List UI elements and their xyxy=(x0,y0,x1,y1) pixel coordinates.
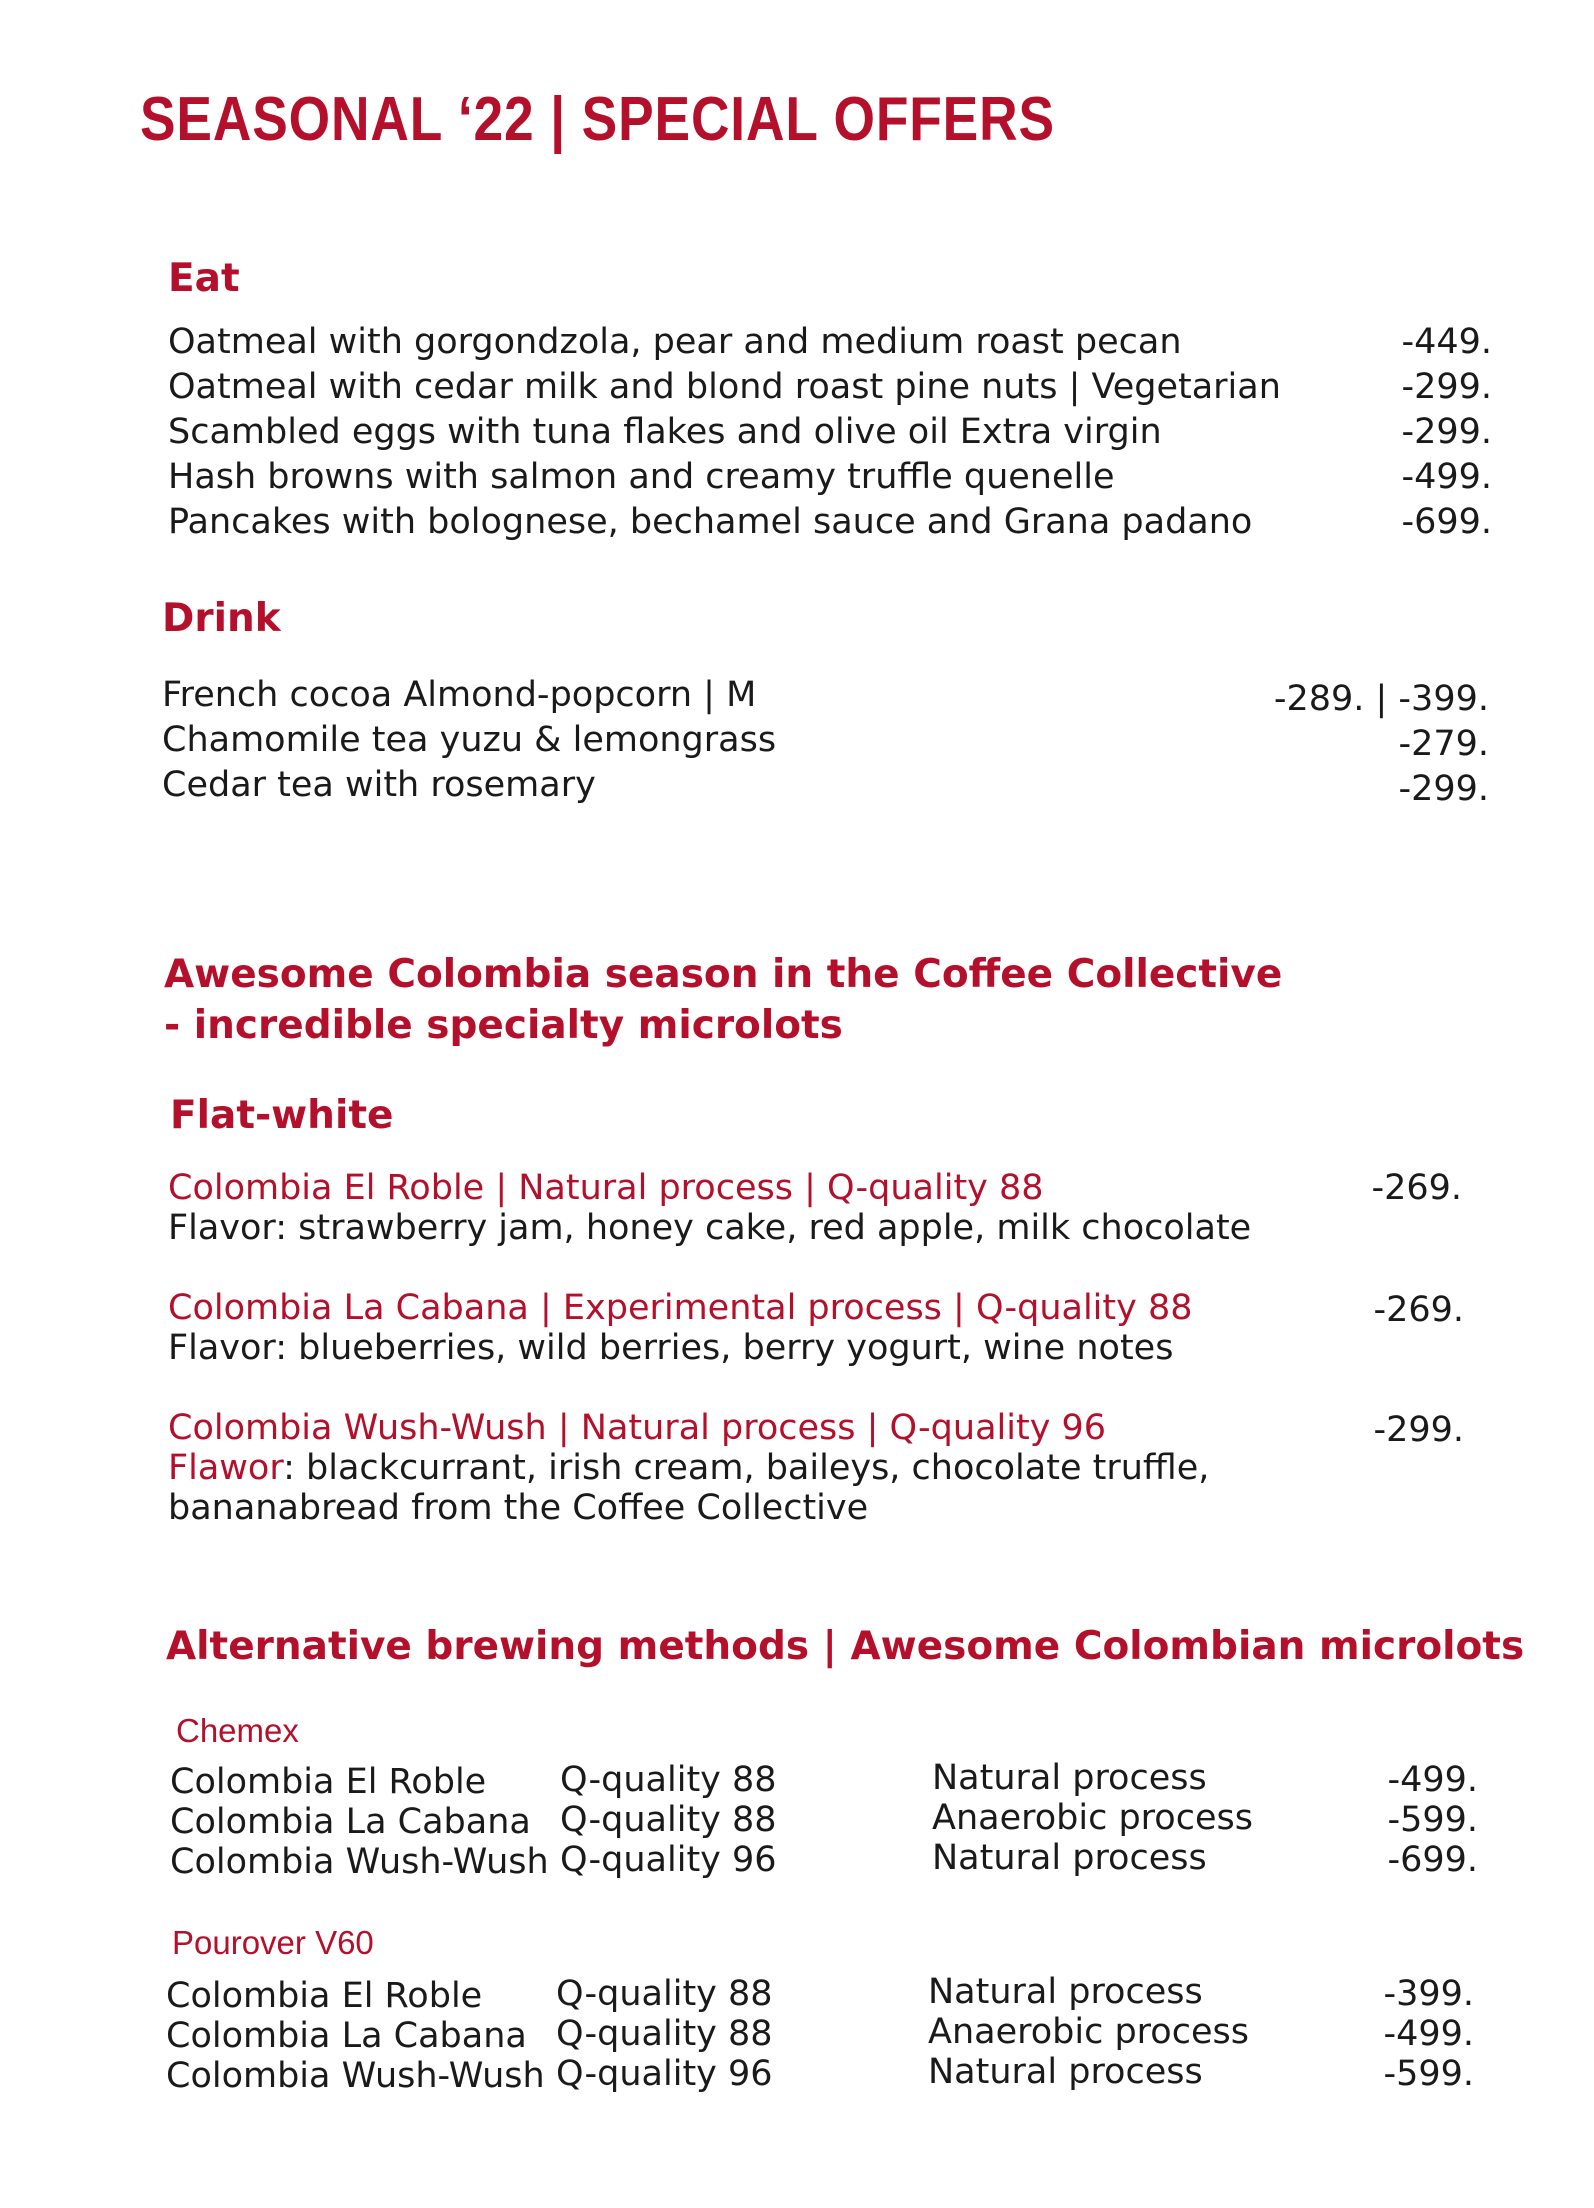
flavor-text: : blackcurrant, irish cream, baileys, chocolate truffle, xyxy=(283,1448,1210,1488)
pourover-row-quality: Q-quality 88 xyxy=(556,2014,773,2054)
drink-prices xyxy=(1274,677,1489,812)
chemex-row-name: Colombia Wush-Wush xyxy=(170,1842,549,1882)
eat-item-name: Hash browns with salmon and creamy truffle quenelle xyxy=(168,457,1115,497)
chemex-row-quality: Q-quality 88 xyxy=(560,1760,777,1800)
pourover-row-price: -499. xyxy=(1383,2014,1474,2054)
eat-prices xyxy=(1401,320,1492,545)
pourover-row-process: Anaerobic process xyxy=(928,2012,1249,2052)
eat-item-name: Oatmeal with cedar milk and blond roast pine nuts | Vegetarian xyxy=(168,367,1281,407)
flat-white-item-flavor: Flavor: blueberries, wild berries, berry yogurt, wine notes xyxy=(168,1328,1174,1368)
eat-item-price: -299. xyxy=(1401,367,1492,407)
flat-white-item-flavor-line2: bananabread from the Coffee Collective xyxy=(168,1488,869,1528)
eat-heading: Eat xyxy=(168,256,240,301)
chemex-row-quality: Q-quality 96 xyxy=(560,1840,777,1880)
chemex-row-process: Anaerobic process xyxy=(932,1798,1253,1838)
flat-white-item-name: Colombia Wush-Wush | Natural process | Q-quality 96 xyxy=(168,1408,1107,1448)
pourover-row-name: Colombia La Cabana xyxy=(166,2016,527,2056)
colombia-heading-line1: Awesome Colombia season in the Coffee Collective xyxy=(164,952,1283,997)
drink-item-name: Cedar tea with rosemary xyxy=(162,765,596,805)
eat-item-price: -499. xyxy=(1401,457,1492,497)
drink-item-name: French cocoa Almond-popcorn | M xyxy=(162,675,757,715)
flat-white-item-name: Colombia La Cabana | Experimental process | Q-quality 88 xyxy=(168,1288,1193,1328)
chemex-row-quality: Q-quality 88 xyxy=(560,1800,777,1840)
chemex-row-price: -499. xyxy=(1387,1760,1478,1800)
drink-item-price: -279. xyxy=(1398,724,1489,764)
pourover-row-price: -399. xyxy=(1383,1974,1474,2014)
pourover-row-quality: Q-quality 88 xyxy=(556,1974,773,2014)
page-title: SEASONAL ‘22 | SPECIAL OFFERS xyxy=(140,85,1055,154)
drink-heading: Drink xyxy=(162,596,281,641)
pourover-row-quality: Q-quality 96 xyxy=(556,2054,773,2094)
colombia-heading-line2: - incredible specialty microlots xyxy=(164,1003,843,1048)
chemex-row-process: Natural process xyxy=(932,1758,1207,1798)
eat-list xyxy=(168,320,1281,545)
pourover-row-process: Natural process xyxy=(928,1972,1203,2012)
pourover-heading: Pourover V60 xyxy=(172,1924,374,1961)
chemex-row-name: Colombia La Cabana xyxy=(170,1802,531,1842)
flat-white-item-price: -269. xyxy=(1371,1168,1462,1208)
pourover-row-process: Natural process xyxy=(928,2052,1203,2092)
pourover-row-price: -599. xyxy=(1383,2054,1474,2094)
eat-item-price: -449. xyxy=(1401,322,1492,362)
pourover-row-name: Colombia Wush-Wush xyxy=(166,2056,545,2096)
chemex-row-name: Colombia El Roble xyxy=(170,1762,487,1802)
flat-white-item-price: -299. xyxy=(1373,1410,1464,1450)
eat-item-price: -699. xyxy=(1401,502,1492,542)
chemex-row-price: -599. xyxy=(1387,1800,1478,1840)
drink-item-price: -299. xyxy=(1398,769,1489,809)
drink-item-name: Chamomile tea yuzu & lemongrass xyxy=(162,720,777,760)
drink-item-price: -289. | -399. xyxy=(1273,679,1489,719)
flavor-label: Flawor xyxy=(168,1448,284,1488)
flat-white-item-price: -269. xyxy=(1373,1290,1464,1330)
flat-white-item-flavor xyxy=(168,1448,1209,1488)
flat-white-heading: Flat-white xyxy=(170,1093,394,1138)
eat-item-price: -299. xyxy=(1401,412,1492,452)
chemex-row-price: -699. xyxy=(1387,1840,1478,1880)
drink-list xyxy=(162,673,776,808)
alt-brewing-heading: Alternative brewing methods | Awesome Colombian microlots xyxy=(166,1624,1525,1669)
flat-white-item-name: Colombia El Roble | Natural process | Q-quality 88 xyxy=(168,1168,1044,1208)
chemex-heading: Chemex xyxy=(176,1712,299,1749)
eat-item-name: Oatmeal with gorgondzola, pear and medium roast pecan xyxy=(168,322,1182,362)
eat-item-name: Pancakes with bolognese, bechamel sauce and Grana padano xyxy=(168,502,1253,542)
chemex-row-process: Natural process xyxy=(932,1838,1207,1878)
flat-white-item-flavor: Flavor: strawberry jam, honey cake, red apple, milk chocolate xyxy=(168,1208,1252,1248)
pourover-row-name: Colombia El Roble xyxy=(166,1976,483,2016)
eat-item-name: Scambled eggs with tuna flakes and olive oil Extra virgin xyxy=(168,412,1162,452)
